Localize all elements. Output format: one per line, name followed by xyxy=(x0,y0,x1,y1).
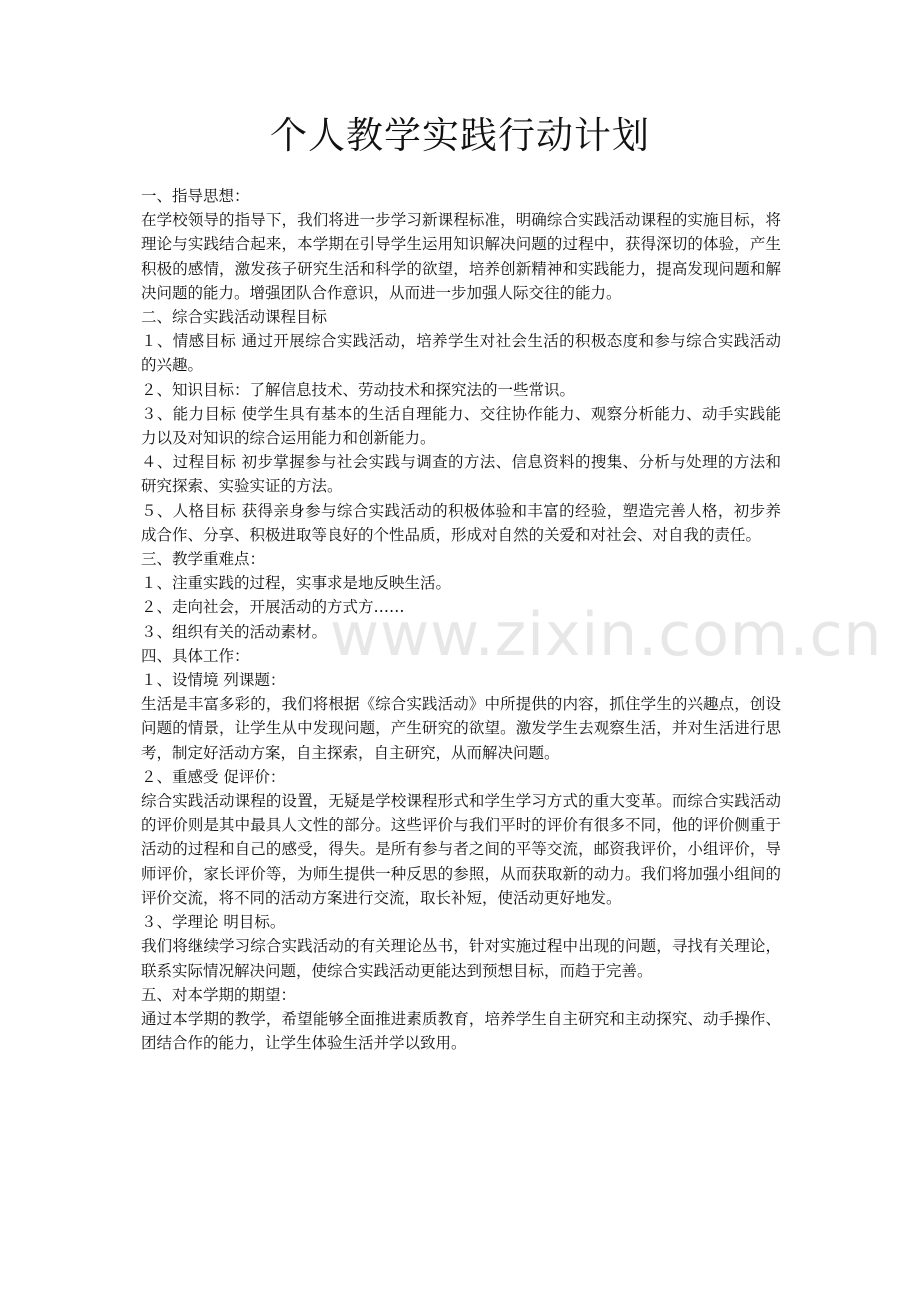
work-item-paragraph-1: 生活是丰富多彩的，我们将根据《综合实践活动》中所提供的内容，抓住学生的兴趣点，创设问题的情景，让学生从中发现问题，产生研究的欲望。激发学生去观察生活，并对生活进行思考，制定好活动方案，自主探索，自主研究，从而解决问题。 xyxy=(141,695,781,762)
document-body xyxy=(141,184,781,1055)
goal-item-emotion: １、情感目标 通过开展综合实践活动，培养学生对社会生活的积极态度和参与综合实践活动的兴趣。 xyxy=(141,332,781,375)
section-heading-key-points: 三、教学重难点： xyxy=(141,550,266,569)
work-item-heading-2: ２、重感受 促评价： xyxy=(141,767,286,786)
watermark-text: www.zixin.com.cn xyxy=(330,600,883,670)
work-item-heading-1: １、设情境 列课题： xyxy=(141,671,286,690)
section-heading-guiding-thought: 一、指导思想： xyxy=(141,187,250,205)
key-point-item-1: １、注重实践的过程，实事求是地反映生活。 xyxy=(141,574,452,593)
goal-item-personality: ５、人格目标 获得亲身参与综合实践活动的积极体验和丰富的经验，塑造完善人格，初步养成合作、分享、积极进取等良好的个性品质，形成对自然的关爱和对社会、对自我的责任。 xyxy=(141,501,781,544)
paragraph-expectations: 通过本学期的教学，希望能够全面推进素质教育，培养学生自主研究和主动探究、动手操作、团结合作的能力，让学生体验生活并学以致用。 xyxy=(141,1009,781,1053)
document-title: 个人教学实践行动计划 xyxy=(270,114,650,157)
goal-item-knowledge: ２、知识目标：了解信息技术、劳动技术和探究法的一些常识。 xyxy=(141,380,576,399)
goal-item-process: ４、过程目标 初步掌握参与社会实践与调查的方法、信息资料的搜集、分析与处理的方法和研究探索、实验实证的方法。 xyxy=(141,453,781,496)
work-item-paragraph-2: 综合实践活动课程的设置，无疑是学校课程形式和学生学习方式的重大变革。而综合实践活动的评价则是其中最具人文性的部分。这些评价与我们平时的评价有很多不同，他的评价侧重于活动的过程和自己的感受，得失。是所有参与者之间的平等交流，邮资我评价，小组评价，导师评价，家长评价等，为师生提供一种反思的参照，从而获取新的动力。我们将加强小组间的评价交流，将不同的活动方案进行交流，取长补短，使活动更好地发。 xyxy=(141,792,781,907)
key-point-item-2: ２、走向社会，开展活动的方式方…… xyxy=(141,598,405,617)
paragraph-guiding-thought: 在学校领导的指导下，我们将进一步学习新课程标准，明确综合实践活动课程的实施目标，将理论与实践结合起来，本学期在引导学生运用知识解决问题的过程中，获得深切的体验，产生积极的感情，激发孩子研究生活和科学的欲望，培养创新精神和实践能力，提高发现问题和解决问题的能力。增强团队合作意识，从而进一步加强人际交往的能力。 xyxy=(141,211,781,302)
work-item-paragraph-3: 我们将继续学习综合实践活动的有关理论丛书，针对实施过程中出现的问题，寻找有关理论，联系实际情况解决问题，使综合实践活动更能达到预想目标，而趋于完善。 xyxy=(141,937,781,980)
section-heading-specific-work: 四、具体工作： xyxy=(141,646,250,665)
work-item-heading-3: ３、学理论 明目标。 xyxy=(141,913,286,932)
goal-item-ability: ３、能力目标 使学生具有基本的生活自理能力、交往协作能力、观察分析能力、动手实践能力以及对知识的综合运用能力和创新能力。 xyxy=(141,404,781,448)
section-heading-course-goals: 二、综合实践活动课程目标 xyxy=(141,308,328,327)
key-point-item-3: ３、组织有关的活动素材。 xyxy=(141,622,328,641)
section-heading-expectations: 五、对本学期的期望： xyxy=(141,985,297,1004)
